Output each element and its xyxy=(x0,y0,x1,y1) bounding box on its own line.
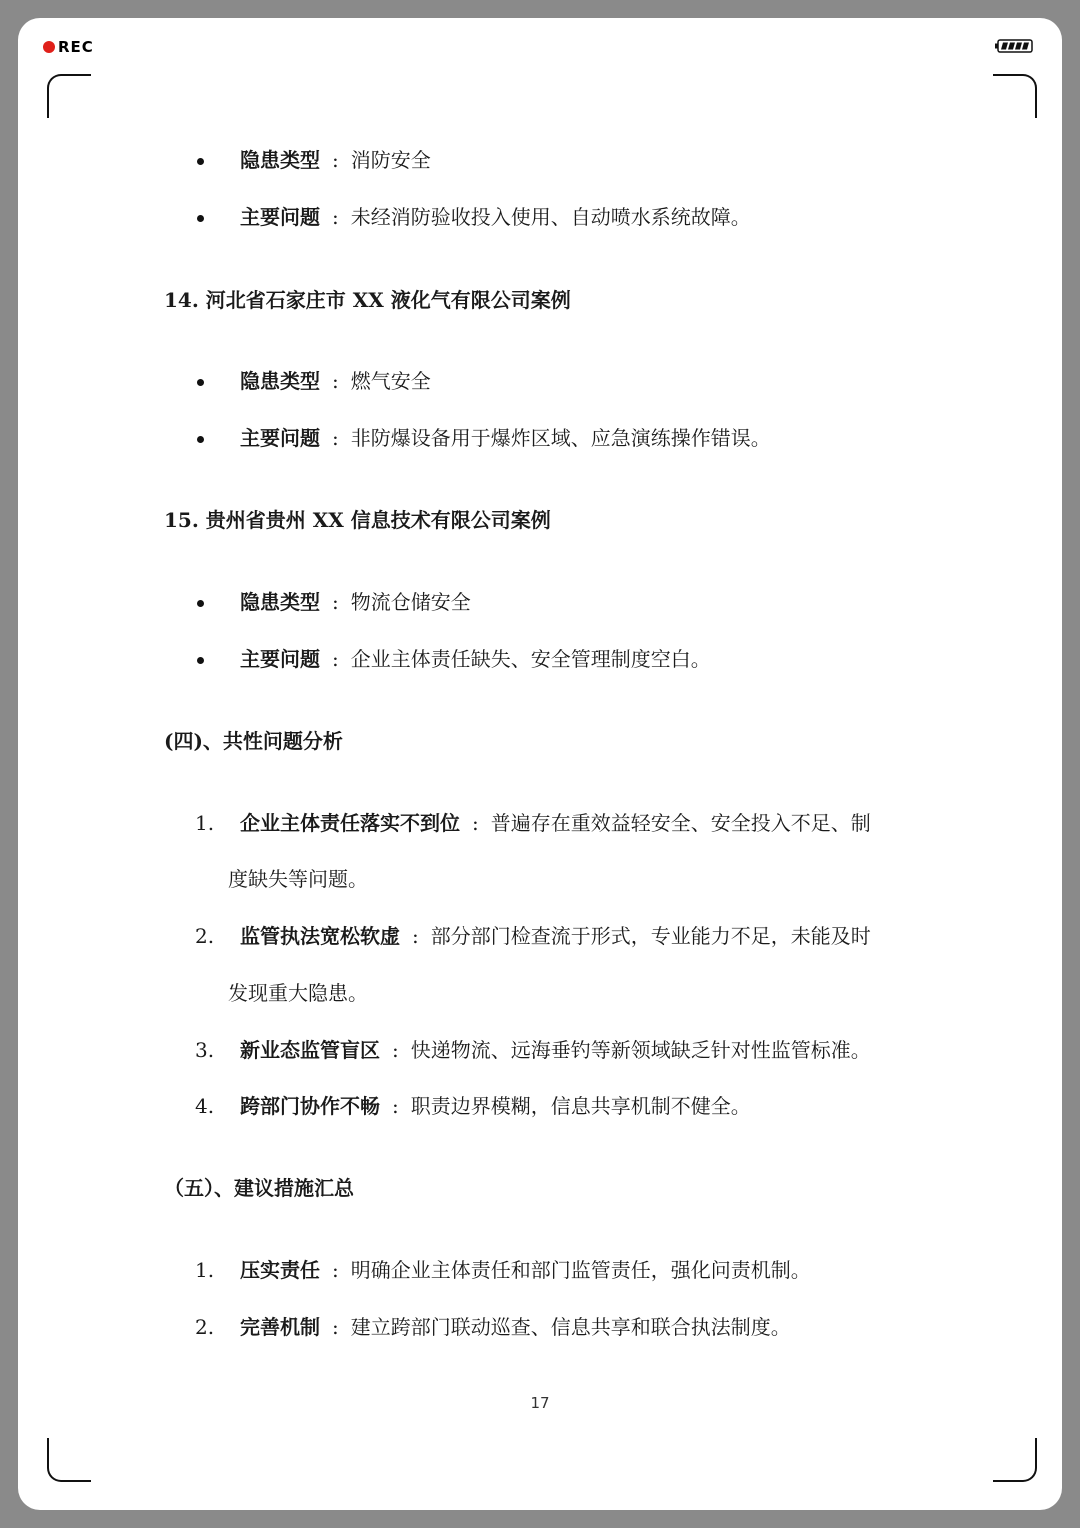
item-number: 2. xyxy=(195,924,215,948)
bullet-icon xyxy=(197,436,204,443)
rec-label: REC xyxy=(58,38,94,56)
item-number: 4. xyxy=(195,1094,215,1118)
item-text: 未经消防验收投入使用、自动喷水系统故障。 xyxy=(350,205,751,229)
item-text: 建立跨部门联动巡查、信息共享和联合执法制度。 xyxy=(350,1315,791,1339)
list-item: 主要问题 : 未经消防验收投入使用、自动喷水系统故障。 xyxy=(240,205,751,229)
item-number: 1. xyxy=(195,811,215,835)
section-heading: (四)、共性问题分析 xyxy=(164,729,343,753)
list-item: 隐患类型 : 物流仓储安全 xyxy=(240,590,471,614)
list-item: 跨部门协作不畅 : 职责边界模糊，信息共享机制不健全。 xyxy=(240,1094,751,1118)
list-item: 压实责任 : 明确企业主体责任和部门监管责任，强化问责机制。 xyxy=(240,1258,811,1282)
item-text: 消防安全 xyxy=(350,148,431,172)
viewfinder-corner-bottom-right xyxy=(993,1438,1037,1482)
item-term: 隐患类型 xyxy=(240,148,320,172)
item-text: 职责边界模糊，信息共享机制不健全。 xyxy=(410,1094,751,1118)
item-term: 新业态监管盲区 xyxy=(240,1038,380,1062)
item-term: 压实责任 xyxy=(240,1258,320,1282)
case-heading: 15. 贵州省贵州 XX 信息技术有限公司案例 xyxy=(164,508,551,532)
document-page xyxy=(18,18,1062,1510)
item-text: 物流仓储安全 xyxy=(350,590,471,614)
list-item: 新业态监管盲区 : 快递物流、远海垂钓等新领域缺乏针对性监管标准。 xyxy=(240,1038,871,1062)
item-number: 3. xyxy=(195,1038,215,1062)
item-text: 普遍存在重效益轻安全、安全投入不足、制 xyxy=(490,811,871,835)
bullet-icon xyxy=(197,657,204,664)
item-term: 监管执法宽松软虚 xyxy=(240,924,400,948)
item-text: 快递物流、远海垂钓等新领域缺乏针对性监管标准。 xyxy=(410,1038,871,1062)
viewfinder-corner-bottom-left xyxy=(47,1438,91,1482)
bullet-icon xyxy=(197,215,204,222)
item-text-continued: 度缺失等问题。 xyxy=(228,867,368,891)
list-item: 隐患类型 : 消防安全 xyxy=(240,148,431,172)
list-item: 完善机制 : 建立跨部门联动巡查、信息共享和联合执法制度。 xyxy=(240,1315,791,1339)
page-number: 17 xyxy=(530,1394,550,1412)
item-text: 明确企业主体责任和部门监管责任，强化问责机制。 xyxy=(350,1258,811,1282)
list-item: 主要问题 : 非防爆设备用于爆炸区域、应急演练操作错误。 xyxy=(240,426,771,450)
rec-dot-icon xyxy=(43,41,55,53)
bullet-icon xyxy=(197,379,204,386)
list-item: 隐患类型 : 燃气安全 xyxy=(240,369,431,393)
case-heading: 14. 河北省石家庄市 XX 液化气有限公司案例 xyxy=(164,288,571,312)
item-term: 企业主体责任落实不到位 xyxy=(240,811,460,835)
item-number: 2. xyxy=(195,1315,215,1339)
item-term: 主要问题 xyxy=(240,647,320,671)
item-text: 部分部门检查流于形式，专业能力不足，未能及时 xyxy=(430,924,871,948)
item-term: 完善机制 xyxy=(240,1315,320,1339)
item-text: 企业主体责任缺失、安全管理制度空白。 xyxy=(350,647,711,671)
list-item: 监管执法宽松软虚 : 部分部门检查流于形式，专业能力不足，未能及时 xyxy=(240,924,871,948)
item-term: 隐患类型 xyxy=(240,590,320,614)
item-term: 主要问题 xyxy=(240,426,320,450)
item-term: 跨部门协作不畅 xyxy=(240,1094,380,1118)
section-heading: （五）、建议措施汇总 xyxy=(164,1176,354,1200)
item-text: 燃气安全 xyxy=(350,369,431,393)
list-item: 主要问题 : 企业主体责任缺失、安全管理制度空白。 xyxy=(240,647,711,671)
item-term: 隐患类型 xyxy=(240,369,320,393)
bullet-icon xyxy=(197,600,204,607)
rec-indicator xyxy=(43,38,94,56)
list-item: 企业主体责任落实不到位 : 普遍存在重效益轻安全、安全投入不足、制 xyxy=(240,811,871,835)
bullet-icon xyxy=(197,158,204,165)
item-number: 1. xyxy=(195,1258,215,1282)
viewfinder-corner-top-right xyxy=(993,74,1037,118)
battery-icon xyxy=(995,39,1033,53)
item-term: 主要问题 xyxy=(240,205,320,229)
item-text-continued: 发现重大隐患。 xyxy=(228,981,368,1005)
item-text: 非防爆设备用于爆炸区域、应急演练操作错误。 xyxy=(350,426,771,450)
viewfinder-corner-top-left xyxy=(47,74,91,118)
